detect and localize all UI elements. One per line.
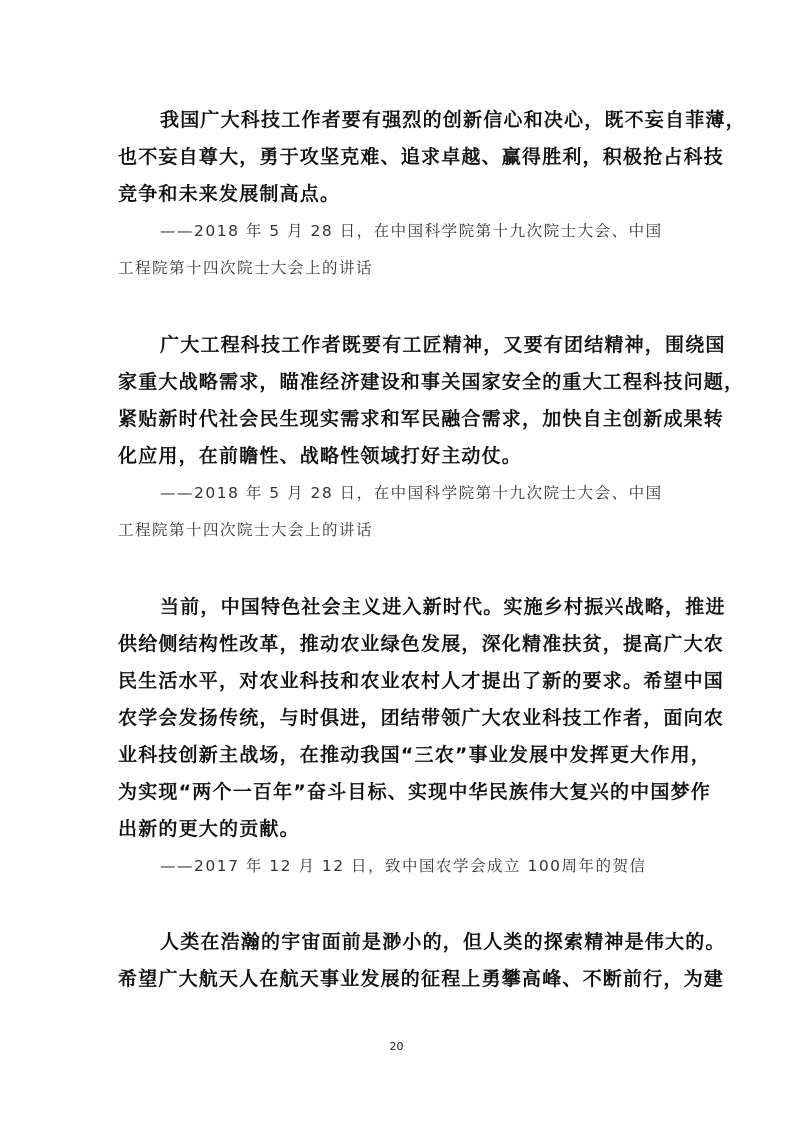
- entry-3-quote-line-5: 业科技创新主战场，在推动我国“三农”事业发展中发挥更大作用，: [118, 744, 711, 766]
- entry-4-quote-line-2: 希望广大航天人在航天事业发展的征程上勇攀高峰、不断前行，为建: [118, 968, 725, 990]
- entry-3-quote-line-1: 当前，中国特色社会主义进入新时代。实施乡村振兴战略，推进: [160, 596, 726, 618]
- page-number: 20: [389, 1040, 404, 1053]
- entry-1-source-line-1: ——2018 年 5 月 28 日，在中国科学院第十九次院士大会、中国: [160, 222, 663, 240]
- entry-2-quote-line-4: 化应用，在前瞻性、战略性领域打好主动仗。: [118, 445, 523, 467]
- entry-2-quote-line-3: 紧贴新时代社会民生现实需求和军民融合需求，加快自主创新成果转: [118, 408, 725, 430]
- entry-1-quote-line-3: 竞争和未来发展制高点。: [118, 183, 341, 205]
- entry-3-quote-line-2: 供给侧结构性改革，推动农业绿色发展，深化精准扶贫，提高广大农: [118, 633, 725, 655]
- entry-1-source-line-2: 工程院第十四次院士大会上的讲话: [118, 259, 374, 277]
- entry-2-quote-line-1: 广大工程科技工作者既要有工匠精神，又要有团结精神，围绕国: [160, 334, 726, 356]
- entry-1-quote-line-1: 我国广大科技工作者要有强烈的创新信心和决心，既不妄自菲薄，: [160, 109, 746, 131]
- entry-3-quote-line-7: 出新的更大的贡献。: [118, 818, 300, 840]
- entry-1-quote-line-2: 也不妄自尊大，勇于攻坚克难、追求卓越、赢得胜利，积极抢占科技: [118, 146, 725, 168]
- entry-3-quote-line-6: 为实现“两个一百年”奋斗目标、实现中华民族伟大复兴的中国梦作: [118, 781, 711, 803]
- entry-3-source-line-1: ——2017 年 12 月 12 日，致中国农学会成立 100周年的贺信: [160, 857, 647, 875]
- entry-2-source-line-1: ——2018 年 5 月 28 日，在中国科学院第十九次院士大会、中国: [160, 484, 663, 502]
- entry-2-source-line-2: 工程院第十四次院士大会上的讲话: [118, 521, 374, 539]
- entry-4-quote-line-1: 人类在浩瀚的宇宙面前是渺小的，但人类的探索精神是伟大的。: [160, 931, 726, 953]
- entry-2-quote-line-2: 家重大战略需求，瞄准经济建设和事关国家安全的重大工程科技问题，: [118, 371, 745, 393]
- entry-3-quote-line-4: 农学会发扬传统，与时俱进，团结带领广大农业科技工作者，面向农: [118, 707, 725, 729]
- entry-3-quote-line-3: 民生活水平，对农业科技和农业农村人才提出了新的要求。希望中国: [118, 670, 725, 692]
